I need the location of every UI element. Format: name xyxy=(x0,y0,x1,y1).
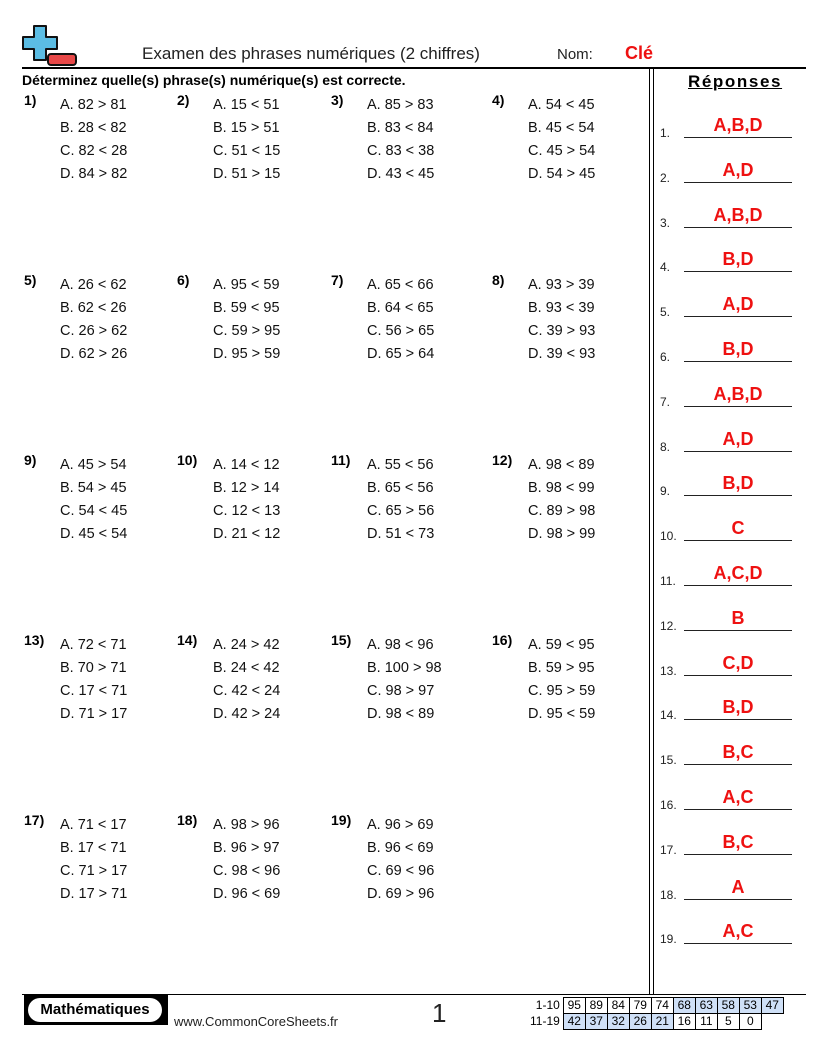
answer-row-4 xyxy=(660,250,792,274)
worksheet-title: Examen des phrases numériques (2 chiffres) xyxy=(142,44,480,63)
instructions: Déterminez quelle(s) phrase(s) numérique(s) est correcte. xyxy=(22,72,406,88)
answer-value: B xyxy=(731,607,745,628)
problem-option: D. 98 < 89 xyxy=(367,706,435,722)
problem-option: D. 39 < 93 xyxy=(528,346,596,362)
problem-number: 9) xyxy=(24,452,37,468)
problem-number: 15) xyxy=(331,632,352,648)
problem-option: B. 93 < 39 xyxy=(528,300,595,316)
problem-option: C. 95 > 59 xyxy=(528,683,596,699)
score-cell: 0 xyxy=(739,1014,761,1030)
problem-option: A. 93 > 39 xyxy=(528,277,595,293)
answer-line xyxy=(684,406,792,407)
answer-row-5 xyxy=(660,295,792,319)
header-divider xyxy=(22,67,806,69)
answer-line xyxy=(684,630,792,631)
problem-option: B. 17 < 71 xyxy=(60,840,127,856)
problem-option: B. 83 < 84 xyxy=(367,120,434,136)
problem-option: B. 98 < 99 xyxy=(528,480,595,496)
problem-option: C. 98 < 96 xyxy=(213,863,281,879)
answer-value: A,B,D xyxy=(713,204,763,225)
answer-row-9 xyxy=(660,474,792,498)
name-value: Clé xyxy=(625,43,654,63)
problem-6 xyxy=(177,272,327,372)
problem-number: 10) xyxy=(177,452,198,468)
problem-option: C. 51 < 15 xyxy=(213,143,281,159)
score-cell: 26 xyxy=(629,1014,651,1030)
problem-option: A. 72 < 71 xyxy=(60,637,127,653)
answer-row-13 xyxy=(660,654,792,678)
answer-value: A,D xyxy=(722,428,754,449)
answer-line xyxy=(684,854,792,855)
problem-option: A. 65 < 66 xyxy=(367,277,434,293)
score-row xyxy=(527,1014,783,1030)
answer-number: 9. xyxy=(660,484,671,499)
problem-option: B. 96 < 69 xyxy=(367,840,434,856)
problem-option: D. 84 > 82 xyxy=(60,166,128,182)
score-cell: 74 xyxy=(651,998,673,1014)
answer-value: A,C,D xyxy=(713,563,763,583)
score-cell: 37 xyxy=(585,1014,607,1030)
answer-number: 16. xyxy=(660,798,677,812)
problem-number: 12) xyxy=(492,452,513,468)
problem-option: C. 26 > 62 xyxy=(60,323,128,339)
problem-option: B. 64 < 65 xyxy=(367,300,434,316)
answer-row-19 xyxy=(660,922,792,946)
answer-value: A,D xyxy=(722,294,754,315)
problem-8 xyxy=(492,272,642,372)
page-number: 1 xyxy=(432,998,447,1028)
problem-option: D. 69 > 96 xyxy=(367,886,435,902)
answer-column-divider xyxy=(649,69,654,995)
problem-option: B. 100 > 98 xyxy=(367,660,442,676)
answer-line xyxy=(684,675,792,676)
problem-option: D. 98 > 99 xyxy=(528,526,596,542)
problem-option: B. 24 < 42 xyxy=(213,660,280,676)
problem-3 xyxy=(331,92,481,192)
answer-line xyxy=(684,227,792,228)
answer-line xyxy=(684,451,792,452)
problem-option: A. 95 < 59 xyxy=(213,277,280,293)
answer-row-18 xyxy=(660,878,792,902)
problem-1 xyxy=(24,92,174,192)
score-cell: 68 xyxy=(673,998,695,1014)
problem-option: A. 54 < 45 xyxy=(528,97,595,113)
problem-option: C. 65 > 56 xyxy=(367,503,435,519)
problem-option: C. 45 > 54 xyxy=(528,143,596,159)
answer-line xyxy=(684,182,792,183)
problem-option: B. 59 > 95 xyxy=(528,660,595,676)
answer-value: A,B,D xyxy=(713,383,763,404)
score-cell: 47 xyxy=(761,998,783,1014)
problem-option: D. 71 > 17 xyxy=(60,706,128,722)
problem-option: B. 96 > 97 xyxy=(213,840,280,856)
problem-option: B. 59 < 95 xyxy=(213,300,280,316)
answer-number: 6. xyxy=(660,350,671,364)
answer-row-15 xyxy=(660,743,792,767)
answer-row-14 xyxy=(660,698,792,722)
problem-option: B. 28 < 82 xyxy=(60,120,127,136)
answer-number: 13. xyxy=(660,663,677,678)
problem-option: C. 98 > 97 xyxy=(367,683,435,699)
answer-value: B,D xyxy=(722,697,754,718)
answer-number: 12. xyxy=(660,618,677,633)
problem-11 xyxy=(331,452,481,552)
plus-minus-logo-icon xyxy=(22,24,80,68)
answer-value: A,B,D xyxy=(713,115,763,135)
problem-option: D. 45 < 54 xyxy=(60,526,128,542)
answer-row-3 xyxy=(660,206,792,230)
problem-13 xyxy=(24,632,174,732)
problem-option: A. 98 > 96 xyxy=(213,817,280,833)
problem-10 xyxy=(177,452,327,552)
problem-15 xyxy=(331,632,481,732)
problem-option: A. 14 < 12 xyxy=(213,457,280,473)
score-cell: 79 xyxy=(629,998,651,1014)
problem-option: A. 71 < 17 xyxy=(60,817,127,833)
problem-option: D. 42 > 24 xyxy=(213,706,281,722)
problem-option: C. 69 < 96 xyxy=(367,863,435,879)
problem-18 xyxy=(177,812,327,912)
problem-16 xyxy=(492,632,642,732)
score-cell: 42 xyxy=(563,1014,585,1030)
answer-line xyxy=(684,361,792,362)
answer-number: 4. xyxy=(660,260,671,275)
answer-value: B,C xyxy=(722,831,754,852)
problem-option: C. 42 < 24 xyxy=(213,683,281,699)
answer-line xyxy=(684,719,792,720)
problem-option: D. 62 > 26 xyxy=(60,346,128,362)
answer-value: A xyxy=(731,876,745,897)
problem-option: C. 54 < 45 xyxy=(60,503,128,519)
problem-4 xyxy=(492,92,642,192)
answer-line xyxy=(684,137,792,138)
score-cell: 16 xyxy=(673,1014,695,1030)
answer-value: B,D xyxy=(722,249,754,270)
problem-option: B. 54 > 45 xyxy=(60,480,127,496)
problem-19 xyxy=(331,812,481,912)
subject-badge: Mathématiques xyxy=(28,998,162,1022)
problem-number: 17) xyxy=(24,812,45,828)
problem-option: C. 71 > 17 xyxy=(60,863,128,879)
problem-option: C. 82 < 28 xyxy=(60,143,128,159)
problem-option: D. 17 > 71 xyxy=(60,886,128,902)
score-row-label: 1-10 xyxy=(535,998,560,1012)
answer-number: 14. xyxy=(660,708,677,723)
problem-option: C. 12 < 13 xyxy=(213,503,281,519)
problem-number: 6) xyxy=(177,272,190,288)
problem-option: D. 95 < 59 xyxy=(528,706,596,722)
problem-number: 2) xyxy=(177,92,190,108)
answer-row-16 xyxy=(660,788,792,812)
problem-number: 18) xyxy=(177,812,198,828)
problem-number: 19) xyxy=(331,812,352,828)
problem-option: B. 45 < 54 xyxy=(528,120,595,136)
problem-option: A. 82 > 81 xyxy=(60,97,127,113)
answer-line xyxy=(684,943,792,944)
problem-number: 14) xyxy=(177,632,198,648)
problem-option: A. 15 < 51 xyxy=(213,97,280,113)
problem-5 xyxy=(24,272,174,372)
answer-row-17 xyxy=(660,833,792,857)
answer-number: 2. xyxy=(660,170,671,185)
answer-number: 19. xyxy=(660,932,677,947)
score-table xyxy=(527,997,784,1030)
answer-row-6 xyxy=(660,340,792,364)
problem-option: C. 59 > 95 xyxy=(213,323,281,339)
answer-line xyxy=(684,809,792,810)
problem-option: B. 15 > 51 xyxy=(213,120,280,136)
score-cell: 53 xyxy=(739,998,761,1014)
answer-number: 10. xyxy=(660,529,677,544)
problem-option: A. 26 < 62 xyxy=(60,277,127,293)
problem-option: C. 56 > 65 xyxy=(367,323,435,339)
answer-row-11 xyxy=(660,564,792,588)
score-cell: 5 xyxy=(717,1014,739,1030)
site-url: www.CommonCoreSheets.fr xyxy=(174,1014,338,1029)
problem-number: 16) xyxy=(492,632,513,648)
name-label: Nom: xyxy=(557,46,593,63)
answer-number: 8. xyxy=(660,439,671,454)
problem-option: A. 85 > 83 xyxy=(367,97,434,113)
problem-option: C. 17 < 71 xyxy=(60,683,128,699)
problem-option: B. 62 < 26 xyxy=(60,300,127,316)
answer-line xyxy=(684,271,792,272)
answer-row-1 xyxy=(660,116,792,140)
problem-option: D. 65 > 64 xyxy=(367,346,435,362)
problem-option: C. 83 < 38 xyxy=(367,143,435,159)
answer-value: A,D xyxy=(722,159,754,180)
problem-2 xyxy=(177,92,327,192)
score-cell: 89 xyxy=(585,998,607,1014)
problem-option: D. 51 > 15 xyxy=(213,166,281,182)
problem-7 xyxy=(331,272,481,372)
problem-option: A. 55 < 56 xyxy=(367,457,434,473)
problem-number: 7) xyxy=(331,272,344,288)
score-cell: 58 xyxy=(717,998,739,1014)
answer-line xyxy=(684,540,792,541)
problem-option: B. 12 > 14 xyxy=(213,480,280,496)
problem-option: D. 43 < 45 xyxy=(367,166,435,182)
answer-row-12 xyxy=(660,609,792,633)
problem-option: D. 21 < 12 xyxy=(213,526,281,542)
problem-17 xyxy=(24,812,174,912)
problem-option: A. 24 > 42 xyxy=(213,637,280,653)
answer-line xyxy=(684,899,792,900)
score-row xyxy=(527,998,783,1014)
answer-row-7 xyxy=(660,385,792,409)
answer-number: 15. xyxy=(660,753,677,768)
problem-option: B. 65 < 56 xyxy=(367,480,434,496)
answer-value: A,C xyxy=(722,921,754,942)
problem-option: D. 95 > 59 xyxy=(213,346,281,362)
answer-line xyxy=(684,316,792,317)
answer-number: 1. xyxy=(660,126,671,140)
score-cell: 63 xyxy=(695,998,717,1014)
problem-number: 1) xyxy=(24,92,37,108)
answer-number: 11. xyxy=(660,574,676,588)
answer-line xyxy=(684,585,792,586)
answer-line xyxy=(684,764,792,765)
problem-option: D. 96 < 69 xyxy=(213,886,281,902)
problem-option: A. 98 < 96 xyxy=(367,637,434,653)
answer-number: 17. xyxy=(660,842,677,857)
score-cell: 84 xyxy=(607,998,629,1014)
answer-value: A,C xyxy=(722,787,754,807)
problem-option: D. 54 > 45 xyxy=(528,166,596,182)
problem-number: 3) xyxy=(331,92,344,108)
answer-value: B,D xyxy=(722,473,754,494)
problem-number: 4) xyxy=(492,92,505,108)
score-cell: 32 xyxy=(607,1014,629,1030)
problem-14 xyxy=(177,632,327,732)
answer-value: B,C xyxy=(722,742,754,763)
answer-line xyxy=(684,495,792,496)
problem-number: 5) xyxy=(24,272,37,288)
answer-row-8 xyxy=(660,430,792,454)
problem-number: 11) xyxy=(331,452,351,468)
answer-row-10 xyxy=(660,519,792,543)
problem-number: 13) xyxy=(24,632,45,648)
problem-number: 8) xyxy=(492,272,505,288)
answer-number: 18. xyxy=(660,887,677,902)
answers-title: Réponses xyxy=(688,72,783,91)
answer-number: 3. xyxy=(660,215,671,230)
problem-option: A. 98 < 89 xyxy=(528,457,595,473)
problem-option: B. 70 > 71 xyxy=(60,660,127,676)
answer-number: 5. xyxy=(660,305,671,320)
problem-12 xyxy=(492,452,642,552)
problem-option: A. 45 > 54 xyxy=(60,457,127,473)
problem-option: C. 39 > 93 xyxy=(528,323,596,339)
score-cell: 11 xyxy=(695,1014,717,1030)
score-cell: 95 xyxy=(563,998,585,1014)
score-cell: 21 xyxy=(651,1014,673,1030)
problem-option: C. 89 > 98 xyxy=(528,503,596,519)
answer-value: C,D xyxy=(722,652,754,673)
score-row-label: 11-19 xyxy=(530,1014,560,1028)
answer-number: 7. xyxy=(660,394,671,409)
problem-option: A. 96 > 69 xyxy=(367,817,434,833)
answer-value: C xyxy=(731,518,745,539)
answer-value: B,D xyxy=(722,339,754,359)
problem-option: A. 59 < 95 xyxy=(528,637,595,653)
problem-9 xyxy=(24,452,174,552)
problem-option: D. 51 < 73 xyxy=(367,526,435,542)
answer-row-2 xyxy=(660,161,792,185)
